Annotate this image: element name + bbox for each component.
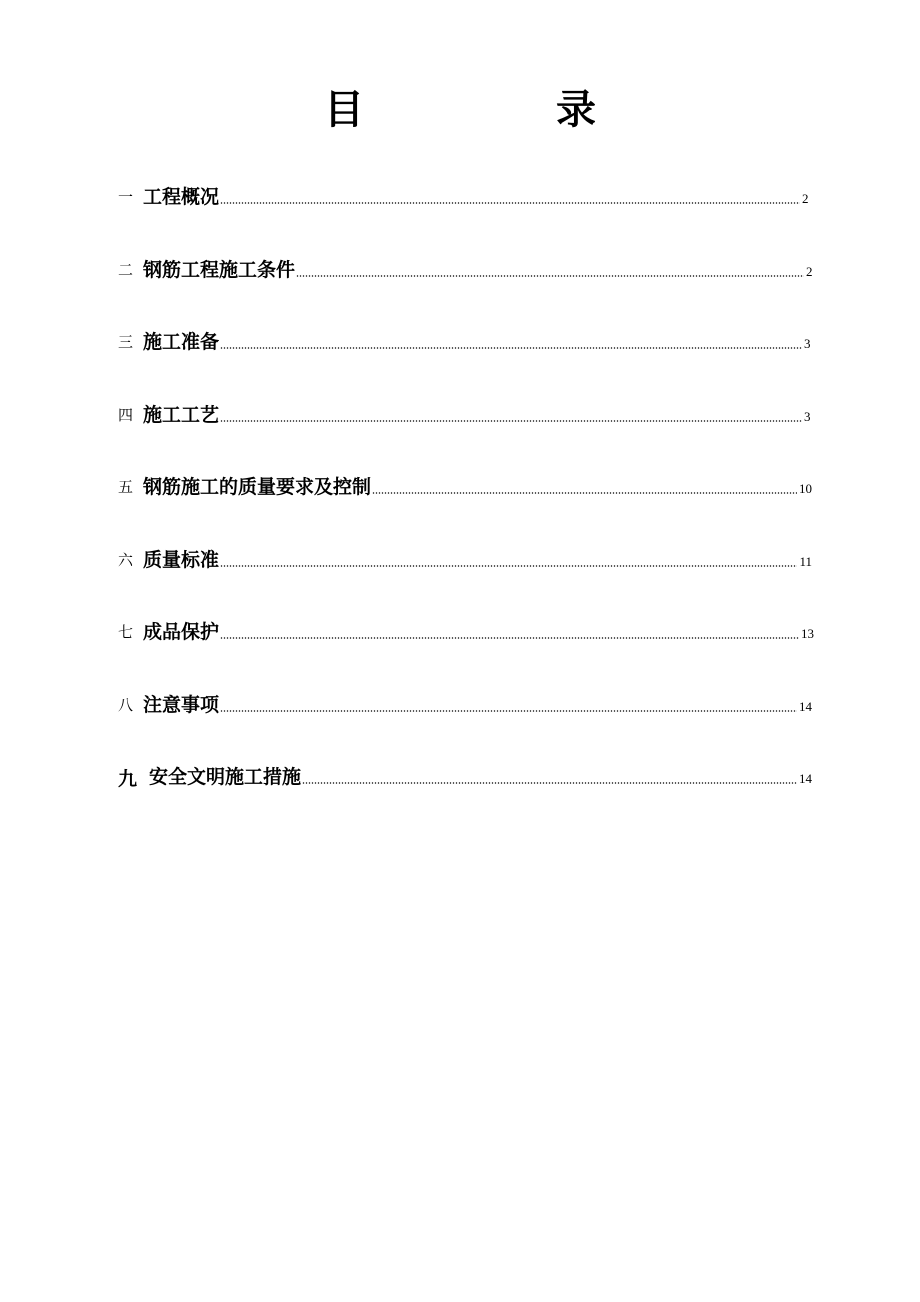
toc-dot-leader	[220, 636, 799, 640]
toc-entry-number: 五	[118, 478, 134, 496]
toc-entry-title[interactable]: 注意事项	[143, 693, 220, 716]
toc-entry-number: 七	[118, 623, 134, 641]
toc-dot-leader	[302, 781, 797, 785]
toc-entry-title[interactable]: 钢筋工程施工条件	[143, 258, 296, 281]
toc-entry-number: 六	[118, 550, 134, 569]
toc-entry[interactable]	[118, 611, 814, 645]
toc-page-number: 2	[802, 191, 809, 206]
toc-page-number: 2	[806, 263, 813, 279]
toc-entry-title[interactable]: 施工准备	[143, 331, 220, 353]
toc-page-number: 3	[804, 336, 811, 351]
toc-entry[interactable]	[118, 176, 810, 210]
toc-entry[interactable]	[118, 321, 812, 355]
toc-entry-number: 三	[118, 333, 134, 351]
toc-entry[interactable]	[118, 539, 812, 573]
toc-entry-title[interactable]: 成品保护	[143, 621, 220, 643]
toc-page-number: 3	[804, 408, 811, 424]
toc-entry[interactable]	[118, 249, 814, 283]
toc-dot-leader	[220, 201, 800, 205]
toc-entry-number: 四	[118, 405, 134, 424]
toc-entry-number: 一	[118, 188, 134, 206]
toc-entry-number: 八	[118, 695, 134, 714]
toc-entry[interactable]	[118, 466, 812, 500]
toc-page-number: 10	[799, 481, 812, 496]
table-of-contents	[118, 176, 818, 829]
toc-entry[interactable]	[118, 394, 812, 428]
toc-dot-leader	[372, 491, 797, 495]
toc-entry-title[interactable]: 施工工艺	[143, 403, 220, 426]
toc-dot-leader	[220, 419, 802, 423]
toc-entry-title[interactable]: 质量标准	[143, 548, 220, 571]
toc-entry-number: 二	[118, 260, 134, 279]
toc-title: 目 录	[324, 87, 672, 133]
toc-entry-number: 九	[118, 768, 138, 790]
toc-page-number: 11	[799, 553, 812, 569]
toc-page-number: 14	[799, 771, 812, 786]
toc-dot-leader	[220, 346, 802, 350]
toc-entry-title[interactable]: 钢筋施工的质量要求及控制	[143, 476, 372, 498]
toc-dot-leader	[220, 564, 797, 568]
toc-page-number: 13	[801, 626, 814, 641]
toc-dot-leader	[296, 274, 804, 278]
toc-entry-title[interactable]: 安全文明施工措施	[149, 766, 302, 788]
toc-dot-leader	[220, 709, 797, 713]
toc-entry[interactable]	[118, 756, 812, 790]
toc-page-number: 14	[799, 698, 812, 714]
toc-entry[interactable]	[118, 684, 812, 718]
toc-entry-title[interactable]: 工程概况	[143, 186, 220, 208]
